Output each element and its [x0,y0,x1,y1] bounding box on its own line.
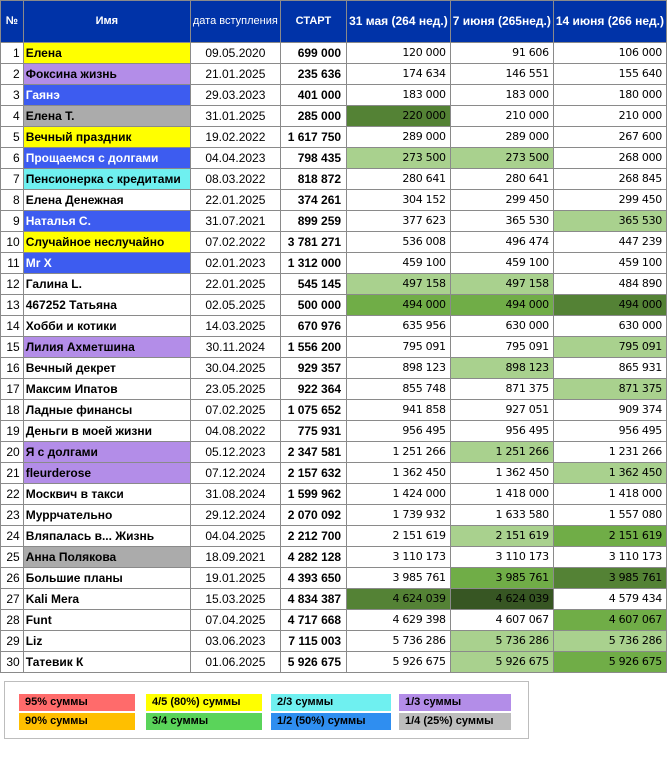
color-legend [4,681,529,739]
week-264-amount-cell[interactable]: 220 000 [347,106,451,127]
row-number-cell[interactable]: 1 [1,43,24,64]
table-row [1,211,667,232]
table-row [1,631,667,652]
table-row [1,484,667,505]
start-amount-cell[interactable]: 775 931 [280,421,346,442]
week-266-amount-cell[interactable]: 1 418 000 [553,484,666,505]
week-266-amount-cell[interactable]: 4 607 067 [553,610,666,631]
week-264-amount-cell[interactable]: 174 634 [347,64,451,85]
join-date-cell[interactable]: 31.07.2021 [190,211,280,232]
start-amount-cell[interactable]: 2 157 632 [280,463,346,484]
week-264-amount-cell[interactable]: 5 736 286 [347,631,451,652]
participant-name-cell[interactable]: Вечный праздник [23,127,190,148]
week-264-amount-cell[interactable]: 494 000 [347,295,451,316]
week-266-amount-cell[interactable]: 155 640 [553,64,666,85]
join-date-cell[interactable]: 22.01.2025 [190,274,280,295]
table-row [1,652,667,673]
table-body [1,43,667,673]
week-266-amount-cell[interactable]: 268 000 [553,148,666,169]
table-row [1,358,667,379]
table-row [1,253,667,274]
join-date-cell[interactable]: 31.08.2024 [190,484,280,505]
table-row [1,505,667,526]
week-265-amount-cell[interactable]: 630 000 [450,316,553,337]
row-number-cell[interactable]: 26 [1,568,24,589]
row-number-cell[interactable]: 24 [1,526,24,547]
table-row [1,295,667,316]
start-amount-cell[interactable]: 285 000 [280,106,346,127]
join-date-cell[interactable]: 19.02.2022 [190,127,280,148]
week-265-amount-cell[interactable]: 497 158 [450,274,553,295]
week-265-amount-cell[interactable]: 91 606 [450,43,553,64]
week-266-amount-cell[interactable]: 459 100 [553,253,666,274]
week-264-amount-cell[interactable]: 1 362 450 [347,463,451,484]
participant-name-cell[interactable]: Анна Полякова [23,547,190,568]
week-264-amount-cell[interactable]: 459 100 [347,253,451,274]
table-row [1,148,667,169]
participant-name-cell[interactable]: Максим Ипатов [23,379,190,400]
row-number-cell[interactable]: 12 [1,274,24,295]
participant-name-cell[interactable]: Наталья С. [23,211,190,232]
week-264-amount-cell[interactable]: 5 926 675 [347,652,451,673]
row-number-cell[interactable]: 10 [1,232,24,253]
participant-name-cell[interactable]: Муррчательно [23,505,190,526]
week-266-amount-cell[interactable]: 180 000 [553,85,666,106]
row-number-cell[interactable]: 19 [1,421,24,442]
week-265-amount-cell[interactable]: 871 375 [450,379,553,400]
row-number-cell[interactable]: 18 [1,400,24,421]
table-row [1,169,667,190]
legend-item: 3/4 суммы [146,713,262,730]
start-amount-cell[interactable]: 1 312 000 [280,253,346,274]
join-date-cell[interactable]: 14.03.2025 [190,316,280,337]
participant-name-cell[interactable]: Татевик К [23,652,190,673]
week-264-amount-cell[interactable]: 280 641 [347,169,451,190]
week-265-amount-cell[interactable]: 494 000 [450,295,553,316]
row-number-cell[interactable]: 14 [1,316,24,337]
week-266-amount-cell[interactable]: 5 926 675 [553,652,666,673]
table-row [1,379,667,400]
table-row [1,43,667,64]
join-date-cell[interactable]: 05.12.2023 [190,442,280,463]
week-264-amount-cell[interactable]: 289 000 [347,127,451,148]
participant-name-cell[interactable]: Лилия Ахметшина [23,337,190,358]
week-264-amount-cell[interactable]: 304 152 [347,190,451,211]
join-date-cell[interactable]: 19.01.2025 [190,568,280,589]
start-amount-cell[interactable]: 7 115 003 [280,631,346,652]
week-264-amount-cell[interactable]: 2 151 619 [347,526,451,547]
col-header-num[interactable]: № [1,1,24,43]
week-265-amount-cell[interactable]: 5 736 286 [450,631,553,652]
week-265-amount-cell[interactable]: 956 495 [450,421,553,442]
week-265-amount-cell[interactable]: 146 551 [450,64,553,85]
week-264-amount-cell[interactable]: 855 748 [347,379,451,400]
start-amount-cell[interactable]: 798 435 [280,148,346,169]
week-266-amount-cell[interactable]: 5 736 286 [553,631,666,652]
start-amount-cell[interactable]: 1 617 750 [280,127,346,148]
row-number-cell[interactable]: 28 [1,610,24,631]
participant-name-cell[interactable]: Ладные финансы [23,400,190,421]
legend-item: 1/3 суммы [399,694,511,711]
start-amount-cell[interactable]: 1 556 200 [280,337,346,358]
table-row [1,190,667,211]
start-amount-cell[interactable]: 899 259 [280,211,346,232]
participant-name-cell[interactable]: Funt [23,610,190,631]
participant-name-cell[interactable]: 467252 Татьяна [23,295,190,316]
table-row [1,442,667,463]
start-amount-cell[interactable]: 4 393 650 [280,568,346,589]
week-265-amount-cell[interactable]: 1 633 580 [450,505,553,526]
week-264-amount-cell[interactable]: 4 629 398 [347,610,451,631]
week-266-amount-cell[interactable]: 3 110 173 [553,547,666,568]
col-header-week-266[interactable]: 14 июня (266 нед.) [553,1,666,43]
start-amount-cell[interactable]: 922 364 [280,379,346,400]
row-number-cell[interactable]: 16 [1,358,24,379]
join-date-cell[interactable]: 08.03.2022 [190,169,280,190]
row-number-cell[interactable]: 2 [1,64,24,85]
table-row [1,589,667,610]
join-date-cell[interactable]: 07.02.2025 [190,400,280,421]
row-number-cell[interactable]: 17 [1,379,24,400]
row-number-cell[interactable]: 27 [1,589,24,610]
week-266-amount-cell[interactable]: 865 931 [553,358,666,379]
join-date-cell[interactable]: 02.01.2023 [190,253,280,274]
week-266-amount-cell[interactable]: 494 000 [553,295,666,316]
row-number-cell[interactable]: 6 [1,148,24,169]
week-266-amount-cell[interactable]: 909 374 [553,400,666,421]
start-amount-cell[interactable]: 1 599 962 [280,484,346,505]
week-264-amount-cell[interactable]: 377 623 [347,211,451,232]
participant-name-cell[interactable]: fleurderose [23,463,190,484]
legend-item: 95% суммы [19,694,135,711]
join-date-cell[interactable]: 22.01.2025 [190,190,280,211]
participant-name-cell[interactable]: Прощаемся с долгами [23,148,190,169]
legend-item: 1/4 (25%) суммы [399,713,511,730]
start-amount-cell[interactable]: 699 000 [280,43,346,64]
start-amount-cell[interactable]: 4 717 668 [280,610,346,631]
legend-item: 4/5 (80%) суммы [146,694,262,711]
col-header-week-264[interactable]: 31 мая (264 нед.) [347,1,451,43]
start-amount-cell[interactable]: 4 282 128 [280,547,346,568]
week-265-amount-cell[interactable]: 927 051 [450,400,553,421]
participant-name-cell[interactable]: Вечный декрет [23,358,190,379]
col-header-name[interactable]: Имя [23,1,190,43]
join-date-cell[interactable]: 30.04.2025 [190,358,280,379]
week-265-amount-cell[interactable]: 280 641 [450,169,553,190]
join-date-cell[interactable]: 04.04.2023 [190,148,280,169]
participant-name-cell[interactable]: Большие планы [23,568,190,589]
week-266-amount-cell[interactable]: 956 495 [553,421,666,442]
start-amount-cell[interactable]: 4 834 387 [280,589,346,610]
participant-name-cell[interactable]: Фоксина жизнь [23,64,190,85]
start-amount-cell[interactable]: 929 357 [280,358,346,379]
week-266-amount-cell[interactable]: 106 000 [553,43,666,64]
participant-name-cell[interactable]: Kali Mera [23,589,190,610]
table-row [1,463,667,484]
start-amount-cell[interactable]: 2 212 700 [280,526,346,547]
week-266-amount-cell[interactable]: 871 375 [553,379,666,400]
row-number-cell[interactable]: 3 [1,85,24,106]
week-265-amount-cell[interactable]: 1 362 450 [450,463,553,484]
participant-name-cell[interactable]: Елена [23,43,190,64]
start-amount-cell[interactable]: 374 261 [280,190,346,211]
col-header-date[interactable]: дата вступления [190,1,280,43]
week-266-amount-cell[interactable]: 210 000 [553,106,666,127]
week-264-amount-cell[interactable]: 3 110 173 [347,547,451,568]
week-266-amount-cell[interactable]: 2 151 619 [553,526,666,547]
start-amount-cell[interactable]: 235 636 [280,64,346,85]
row-number-cell[interactable]: 25 [1,547,24,568]
table-row [1,232,667,253]
week-266-amount-cell[interactable]: 4 579 434 [553,589,666,610]
start-amount-cell[interactable]: 2 070 092 [280,505,346,526]
participant-name-cell[interactable]: Гаянэ [23,85,190,106]
start-amount-cell[interactable]: 545 145 [280,274,346,295]
row-number-cell[interactable]: 21 [1,463,24,484]
join-date-cell[interactable]: 30.11.2024 [190,337,280,358]
week-265-amount-cell[interactable]: 795 091 [450,337,553,358]
week-264-amount-cell[interactable]: 497 158 [347,274,451,295]
week-266-amount-cell[interactable]: 795 091 [553,337,666,358]
table-row [1,274,667,295]
legend-item: 90% суммы [19,713,135,730]
week-265-amount-cell[interactable]: 4 624 039 [450,589,553,610]
week-265-amount-cell[interactable]: 3 110 173 [450,547,553,568]
participant-name-cell[interactable]: Я с долгами [23,442,190,463]
participant-name-cell[interactable]: Деньги в моей жизни [23,421,190,442]
row-number-cell[interactable]: 7 [1,169,24,190]
join-date-cell[interactable]: 07.04.2025 [190,610,280,631]
week-264-amount-cell[interactable]: 1 739 932 [347,505,451,526]
table-row [1,337,667,358]
week-266-amount-cell[interactable]: 268 845 [553,169,666,190]
join-date-cell[interactable]: 09.05.2020 [190,43,280,64]
week-265-amount-cell[interactable]: 210 000 [450,106,553,127]
row-number-cell[interactable]: 22 [1,484,24,505]
week-264-amount-cell[interactable]: 941 858 [347,400,451,421]
week-264-amount-cell[interactable]: 956 495 [347,421,451,442]
week-265-amount-cell[interactable]: 898 123 [450,358,553,379]
row-number-cell[interactable]: 23 [1,505,24,526]
start-amount-cell[interactable]: 3 781 271 [280,232,346,253]
week-265-amount-cell[interactable]: 4 607 067 [450,610,553,631]
week-264-amount-cell[interactable]: 273 500 [347,148,451,169]
start-amount-cell[interactable]: 2 347 581 [280,442,346,463]
week-264-amount-cell[interactable]: 795 091 [347,337,451,358]
week-266-amount-cell[interactable]: 1 362 450 [553,463,666,484]
week-264-amount-cell[interactable]: 635 956 [347,316,451,337]
header-row [1,1,667,43]
participant-name-cell[interactable]: Mr X [23,253,190,274]
participant-name-cell[interactable]: Пенсионерка с кредитами [23,169,190,190]
week-266-amount-cell[interactable]: 299 450 [553,190,666,211]
row-number-cell[interactable]: 20 [1,442,24,463]
row-number-cell[interactable]: 8 [1,190,24,211]
join-date-cell[interactable]: 03.06.2023 [190,631,280,652]
week-264-amount-cell[interactable]: 3 985 761 [347,568,451,589]
row-number-cell[interactable]: 13 [1,295,24,316]
table-row [1,526,667,547]
week-264-amount-cell[interactable]: 898 123 [347,358,451,379]
start-amount-cell[interactable]: 401 000 [280,85,346,106]
col-header-week-265[interactable]: 7 июня (265нед.) [450,1,553,43]
start-amount-cell[interactable]: 500 000 [280,295,346,316]
start-amount-cell[interactable]: 1 075 652 [280,400,346,421]
week-265-amount-cell[interactable]: 289 000 [450,127,553,148]
table-row [1,127,667,148]
table-row [1,568,667,589]
week-264-amount-cell[interactable]: 1 251 266 [347,442,451,463]
participant-name-cell[interactable]: Случайное неслучайно [23,232,190,253]
week-264-amount-cell[interactable]: 4 624 039 [347,589,451,610]
col-header-start[interactable]: СТАРТ [280,1,346,43]
week-265-amount-cell[interactable]: 496 474 [450,232,553,253]
join-date-cell[interactable]: 07.02.2022 [190,232,280,253]
week-264-amount-cell[interactable]: 1 424 000 [347,484,451,505]
join-date-cell[interactable]: 04.08.2022 [190,421,280,442]
week-266-amount-cell[interactable]: 267 600 [553,127,666,148]
week-265-amount-cell[interactable]: 2 151 619 [450,526,553,547]
week-265-amount-cell[interactable]: 5 926 675 [450,652,553,673]
week-265-amount-cell[interactable]: 299 450 [450,190,553,211]
join-date-cell[interactable]: 07.12.2024 [190,463,280,484]
row-number-cell[interactable]: 4 [1,106,24,127]
week-266-amount-cell[interactable]: 447 239 [553,232,666,253]
row-number-cell[interactable]: 9 [1,211,24,232]
week-264-amount-cell[interactable]: 536 008 [347,232,451,253]
table-row [1,400,667,421]
participant-name-cell[interactable]: Liz [23,631,190,652]
week-266-amount-cell[interactable]: 484 890 [553,274,666,295]
join-date-cell[interactable]: 01.06.2025 [190,652,280,673]
participant-name-cell[interactable]: Галина L. [23,274,190,295]
table-row [1,421,667,442]
table-row [1,85,667,106]
table-row [1,64,667,85]
start-amount-cell[interactable]: 5 926 675 [280,652,346,673]
row-number-cell[interactable]: 15 [1,337,24,358]
join-date-cell[interactable]: 02.05.2025 [190,295,280,316]
week-266-amount-cell[interactable]: 1 231 266 [553,442,666,463]
participant-name-cell[interactable]: Елена Денежная [23,190,190,211]
join-date-cell[interactable]: 15.03.2025 [190,589,280,610]
start-amount-cell[interactable]: 670 976 [280,316,346,337]
start-amount-cell[interactable]: 818 872 [280,169,346,190]
week-264-amount-cell[interactable]: 120 000 [347,43,451,64]
join-date-cell[interactable]: 29.03.2023 [190,85,280,106]
join-date-cell[interactable]: 29.12.2024 [190,505,280,526]
week-265-amount-cell[interactable]: 1 418 000 [450,484,553,505]
join-date-cell[interactable]: 23.05.2025 [190,379,280,400]
participant-name-cell[interactable]: Вляпалась в... Жизнь [23,526,190,547]
week-266-amount-cell[interactable]: 1 557 080 [553,505,666,526]
table-row [1,316,667,337]
table-row [1,106,667,127]
row-number-cell[interactable]: 11 [1,253,24,274]
table-row [1,610,667,631]
week-265-amount-cell[interactable]: 183 000 [450,85,553,106]
week-265-amount-cell[interactable]: 365 530 [450,211,553,232]
row-number-cell[interactable]: 5 [1,127,24,148]
week-266-amount-cell[interactable]: 3 985 761 [553,568,666,589]
participant-name-cell[interactable]: Хобби и котики [23,316,190,337]
week-266-amount-cell[interactable]: 630 000 [553,316,666,337]
participant-name-cell[interactable]: Москвич в такси [23,484,190,505]
week-266-amount-cell[interactable]: 365 530 [553,211,666,232]
week-265-amount-cell[interactable]: 3 985 761 [450,568,553,589]
table-row [1,547,667,568]
join-date-cell[interactable]: 04.04.2025 [190,526,280,547]
row-number-cell[interactable]: 29 [1,631,24,652]
week-265-amount-cell[interactable]: 273 500 [450,148,553,169]
join-date-cell[interactable]: 18.09.2021 [190,547,280,568]
legend-item: 1/2 (50%) суммы [271,713,391,730]
join-date-cell[interactable]: 31.01.2025 [190,106,280,127]
row-number-cell[interactable]: 30 [1,652,24,673]
join-date-cell[interactable]: 21.01.2025 [190,64,280,85]
week-265-amount-cell[interactable]: 459 100 [450,253,553,274]
week-265-amount-cell[interactable]: 1 251 266 [450,442,553,463]
participant-name-cell[interactable]: Елена Т. [23,106,190,127]
legend-item: 2/3 суммы [271,694,391,711]
week-264-amount-cell[interactable]: 183 000 [347,85,451,106]
